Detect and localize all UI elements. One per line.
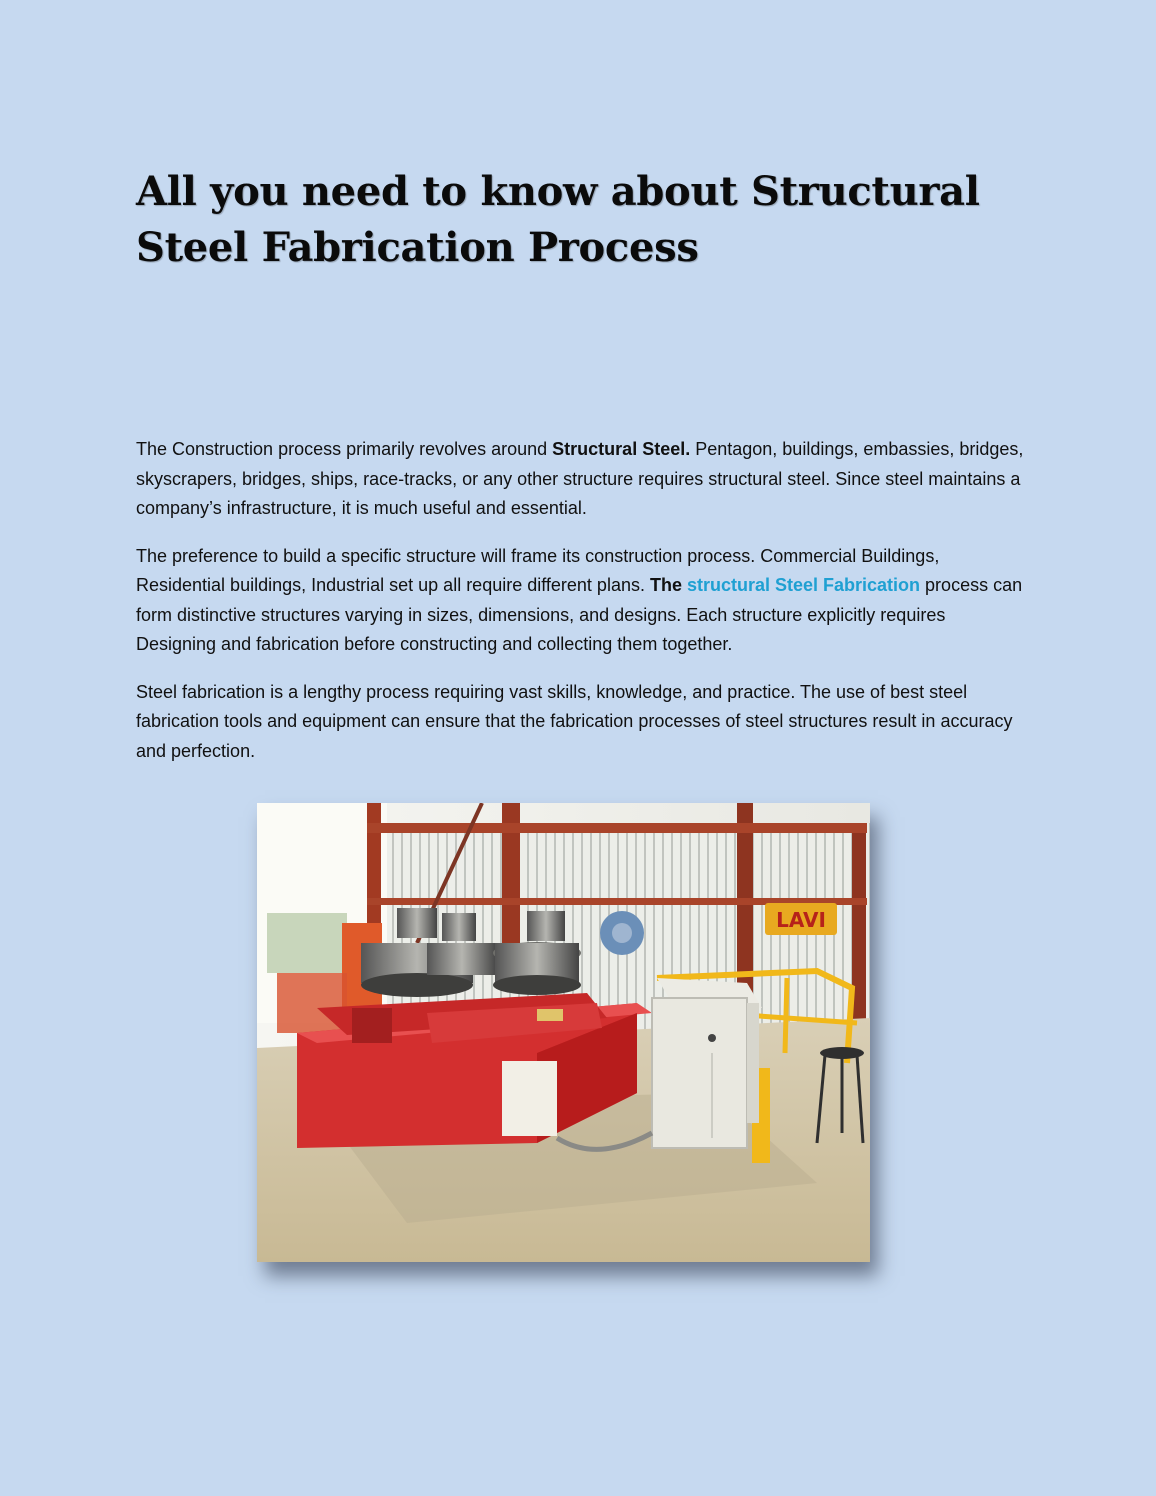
paragraph-2-text-a: The preference to build a specific structure will frame its construction process. Commercial Buildings, Residential buildings, Industrial set up all require different plans. xyxy=(136,545,940,595)
paragraph-1 xyxy=(136,435,1026,524)
paragraph-1-bold: Structural Steel. xyxy=(552,439,691,459)
article-body xyxy=(136,435,1026,784)
title-line-2: Steel Fabrication Process xyxy=(136,224,699,271)
machine-sign-text: LAVI xyxy=(776,908,826,932)
page-title xyxy=(136,164,1016,276)
paragraph-1-text-b: Pentagon, buildings, embassies, bridges, skyscrapers, bridges, ships, race-tracks, or any other structure requires structural steel. Since steel maintains a company’s infrastructure, it is much useful and essential. xyxy=(136,439,1024,518)
title-line-1: All you need to know about Structural xyxy=(136,168,980,215)
steel-bending-machine-photo xyxy=(257,803,870,1262)
paragraph-2 xyxy=(136,542,1026,660)
structural-steel-fabrication-link[interactable]: structural Steel Fabrication xyxy=(686,575,921,595)
paragraph-2-text-b: process can form distinctive structures varying in sizes, dimensions, and designs. Each structure explicitly requires Designing and fabrication before constructing and collecting them together. xyxy=(136,575,1023,654)
paragraph-2-bold: The xyxy=(649,575,687,595)
paragraph-1-text-a: The Construction process primarily revolves around xyxy=(136,439,553,459)
paragraph-3: Steel fabrication is a lengthy process requiring vast skills, knowledge, and practice. The use of best steel fabrication tools and equipment can ensure that the fabrication processes of steel structures result in accuracy and perfection. xyxy=(136,681,1013,761)
